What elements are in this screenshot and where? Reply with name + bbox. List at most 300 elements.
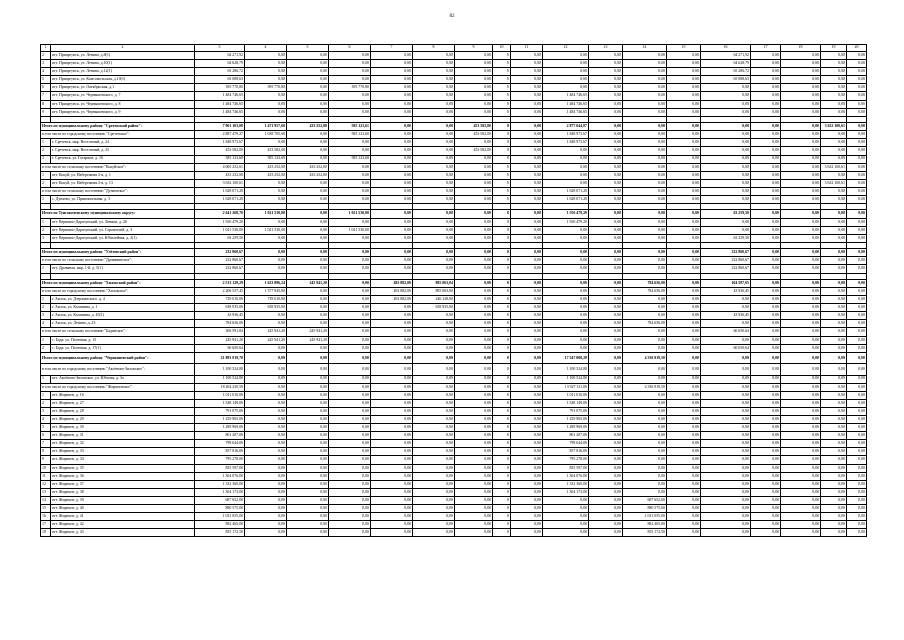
value-cell: 453 582,00 xyxy=(195,147,245,155)
value-cell: 0,00 xyxy=(667,171,701,179)
value-cell: 0,00 xyxy=(701,195,751,203)
value-cell: 0,00 xyxy=(701,448,751,456)
value-cell: 1 484 746,65 xyxy=(195,108,245,116)
value-cell: 0,00 xyxy=(245,68,287,76)
value-cell: 0,00 xyxy=(847,328,867,336)
value-cell: 0,00 xyxy=(511,147,543,155)
value-cell: 0,00 xyxy=(667,187,701,195)
value-cell: 0,00 xyxy=(781,68,821,76)
value-cell: 0,00 xyxy=(821,456,847,464)
value-cell: 0,00 xyxy=(667,288,701,296)
value-cell: 0,00 xyxy=(245,432,287,440)
value-cell: 0,00 xyxy=(667,521,701,529)
value-cell: 17 547 000,28 xyxy=(543,352,589,363)
value-cell: 0,00 xyxy=(701,163,751,171)
value-cell: 0,00 xyxy=(821,195,847,203)
address-cell: пгт. Дровяная, мкр. 1-й, д. 5(1) xyxy=(51,265,195,273)
value-cell: 1 304 076,00 xyxy=(543,472,589,480)
value-cell: 0,00 xyxy=(589,288,623,296)
value-cell: 0,00 xyxy=(543,249,589,257)
value-cell: 1 031 055,00 xyxy=(195,513,245,521)
value-cell: 0,00 xyxy=(751,513,781,521)
value-cell: 801 207,00 xyxy=(195,432,245,440)
value-cell: 0,00 xyxy=(623,163,667,171)
value-cell: 0,00 xyxy=(511,108,543,116)
value-cell: 0,00 xyxy=(667,399,701,407)
row-number: 13 xyxy=(41,488,51,496)
value-cell: 0,00 xyxy=(701,218,751,226)
value-cell: 0 xyxy=(493,424,511,432)
value-cell: 0,00 xyxy=(511,187,543,195)
value-cell: 585 123,60 xyxy=(329,155,371,163)
value-cell: 0,00 xyxy=(329,399,371,407)
value-cell: 0,00 xyxy=(623,432,667,440)
row-number: 9 xyxy=(41,108,51,116)
value-cell: 0,00 xyxy=(371,131,413,139)
value-cell: 0,00 xyxy=(847,352,867,363)
value-cell: 0,00 xyxy=(455,424,493,432)
value-cell: 0 xyxy=(493,155,511,163)
subtotal-label: в том числе по городскому поселению "Хилокское": xyxy=(41,288,195,296)
value-cell: 0,00 xyxy=(821,210,847,218)
value-cell: 0,00 xyxy=(371,336,413,344)
address-cell: г. Хилок, ул. Дзержинского, д. 4 xyxy=(51,296,195,304)
value-cell: 0,00 xyxy=(543,496,589,504)
value-cell: 0,00 xyxy=(847,407,867,415)
value-cell: 0,00 xyxy=(287,312,329,320)
value-cell: 0,00 xyxy=(245,179,287,187)
value-cell: 306 591,84 xyxy=(195,328,245,336)
value-cell: 0,00 xyxy=(589,513,623,521)
table-row xyxy=(41,416,867,424)
value-cell: 0,00 xyxy=(589,312,623,320)
value-cell: 0,00 xyxy=(455,464,493,472)
value-cell: 0,00 xyxy=(413,521,455,529)
value-cell: 0,00 xyxy=(821,432,847,440)
value-cell: 0,00 xyxy=(511,472,543,480)
value-cell: 0,00 xyxy=(329,100,371,108)
value-cell: 0,00 xyxy=(245,344,287,352)
value-cell: 0,00 xyxy=(287,249,329,257)
value-cell: 0,00 xyxy=(371,488,413,496)
value-cell: 0,00 xyxy=(701,505,751,513)
value-cell: 0,00 xyxy=(371,399,413,407)
subtotal-label: в том числе по сельскому поселению "Бадинское": xyxy=(41,328,195,336)
value-cell: 0,00 xyxy=(543,328,589,336)
value-cell: 63 259,50 xyxy=(195,234,245,242)
value-cell: 0,00 xyxy=(667,92,701,100)
value-cell: 0,00 xyxy=(371,440,413,448)
value-cell: 0,00 xyxy=(751,496,781,504)
value-cell: 0 xyxy=(493,100,511,108)
value-cell: 0,00 xyxy=(371,448,413,456)
value-cell: 0,00 xyxy=(847,529,867,537)
value-cell: 0,00 xyxy=(543,296,589,304)
subtotal-row xyxy=(41,257,867,265)
value-cell: 64 628,79 xyxy=(701,60,751,68)
value-cell: 0,00 xyxy=(371,464,413,472)
value-cell: 0,00 xyxy=(751,139,781,147)
value-cell: 0,00 xyxy=(245,320,287,328)
value-cell: 0,00 xyxy=(847,163,867,171)
value-cell: 0,00 xyxy=(511,320,543,328)
value-cell: 0,00 xyxy=(751,234,781,242)
value-cell: 395 770,80 xyxy=(245,84,287,92)
value-cell: 0,00 xyxy=(371,147,413,155)
value-cell: 0,00 xyxy=(329,432,371,440)
value-cell: 0,00 xyxy=(847,521,867,529)
value-cell: 0,00 xyxy=(821,472,847,480)
value-cell: 1 038 705,60 xyxy=(245,131,287,139)
value-cell: 0,00 xyxy=(751,257,781,265)
value-cell: 1 031 055,00 xyxy=(623,513,667,521)
value-cell: 0,00 xyxy=(287,383,329,391)
value-cell: 0,00 xyxy=(329,108,371,116)
value-cell: 0,00 xyxy=(511,171,543,179)
value-cell: 0,00 xyxy=(589,210,623,218)
value-cell: 0,00 xyxy=(667,496,701,504)
value-cell: 0,00 xyxy=(781,163,821,171)
value-cell: 880 575,00 xyxy=(195,505,245,513)
value-cell: 0,00 xyxy=(413,226,455,234)
value-cell: 0,00 xyxy=(511,84,543,92)
value-cell: 0,00 xyxy=(329,336,371,344)
address-cell: пгт. Жирекен, д. 34 xyxy=(51,456,195,464)
value-cell: 0,00 xyxy=(287,344,329,352)
value-cell: 232 860,67 xyxy=(195,249,245,257)
value-cell: 0 xyxy=(493,407,511,415)
value-cell: 0 xyxy=(493,375,511,383)
value-cell: 0,00 xyxy=(781,456,821,464)
value-cell: 0,00 xyxy=(511,521,543,529)
value-cell: 453 582,00 xyxy=(455,147,493,155)
value-cell: 855 172,50 xyxy=(195,529,245,537)
value-cell: 0,00 xyxy=(371,480,413,488)
value-cell: 0,00 xyxy=(701,407,751,415)
table-row xyxy=(41,52,867,60)
value-cell: 0,00 xyxy=(751,52,781,60)
value-cell: 0,00 xyxy=(701,456,751,464)
value-cell: 1 332 360,00 xyxy=(543,480,589,488)
value-cell: 0,00 xyxy=(413,210,455,218)
value-cell: 0,00 xyxy=(701,139,751,147)
value-cell: 0,00 xyxy=(245,100,287,108)
total-label: Итого по муниципальному району "Сретенский район": xyxy=(41,123,195,131)
value-cell: 0,00 xyxy=(371,424,413,432)
row-number: 9 xyxy=(41,456,51,464)
value-cell: 0,00 xyxy=(821,155,847,163)
value-cell: 0,00 xyxy=(371,416,413,424)
value-cell: 0 xyxy=(493,76,511,84)
value-cell: 245 941,20 xyxy=(287,336,329,344)
value-cell: 0,00 xyxy=(701,472,751,480)
header-cell: 20 xyxy=(847,45,867,52)
value-cell: 0,00 xyxy=(589,257,623,265)
value-cell: 0,00 xyxy=(511,76,543,84)
value-cell: 0,00 xyxy=(847,92,867,100)
value-cell: 433 252,00 xyxy=(245,163,287,171)
value-cell: 0,00 xyxy=(821,513,847,521)
header-cell: 13 xyxy=(589,45,623,52)
value-cell: 60 650,64 xyxy=(701,344,751,352)
value-cell: 0,00 xyxy=(245,529,287,537)
value-cell: 0 xyxy=(493,383,511,391)
value-cell: 0,00 xyxy=(821,60,847,68)
value-cell: 0,00 xyxy=(751,440,781,448)
value-cell: 0,00 xyxy=(371,513,413,521)
value-cell: 0,00 xyxy=(511,344,543,352)
value-cell: 0,00 xyxy=(701,480,751,488)
value-cell: 0,00 xyxy=(623,226,667,234)
value-cell: 0,00 xyxy=(511,336,543,344)
value-cell: 0,00 xyxy=(455,92,493,100)
value-cell: 0 xyxy=(493,336,511,344)
value-cell: 0,00 xyxy=(781,139,821,147)
total-row xyxy=(41,352,867,363)
value-cell: 0,00 xyxy=(413,123,455,131)
value-cell: 0,00 xyxy=(329,364,371,375)
value-cell: 0,00 xyxy=(847,416,867,424)
value-cell: 0 xyxy=(493,179,511,187)
value-cell: 0,00 xyxy=(589,163,623,171)
address-cell: с. Дунаево, ул. Привокзальная, д. 3 xyxy=(51,195,195,203)
value-cell: 0,00 xyxy=(371,352,413,363)
value-cell: 0,00 xyxy=(511,257,543,265)
value-cell: 0,00 xyxy=(543,60,589,68)
value-cell: 0,00 xyxy=(543,505,589,513)
value-cell: 1 021 530,00 xyxy=(195,226,245,234)
value-cell: 0,00 xyxy=(847,505,867,513)
value-cell: 0,00 xyxy=(589,265,623,273)
value-cell: 0,00 xyxy=(329,521,371,529)
row-number: 4 xyxy=(41,320,51,328)
value-cell: 0,00 xyxy=(751,407,781,415)
value-cell: 0,00 xyxy=(589,375,623,383)
row-number: 8 xyxy=(41,448,51,456)
value-cell: 18 264 230,50 xyxy=(195,383,245,391)
value-cell: 0,00 xyxy=(623,416,667,424)
value-cell: 0,00 xyxy=(329,529,371,537)
table-row xyxy=(41,505,867,513)
value-cell: 0,00 xyxy=(245,234,287,242)
value-cell: 0,00 xyxy=(455,226,493,234)
address-cell: пгт. Жирекен, д. 35 xyxy=(51,464,195,472)
value-cell: 0,00 xyxy=(751,279,781,287)
value-cell: 0,00 xyxy=(667,472,701,480)
value-cell: 0,00 xyxy=(413,472,455,480)
address-cell: пгт. Кокуй, ул. Набережная 2-я, д. 13 xyxy=(51,179,195,187)
value-cell: 0,00 xyxy=(667,352,701,363)
value-cell: 65 088,63 xyxy=(701,76,751,84)
value-cell: 0,00 xyxy=(701,179,751,187)
value-cell: 1 100 524,80 xyxy=(195,364,245,375)
value-cell: 0 xyxy=(493,108,511,116)
value-cell: 0,00 xyxy=(781,257,821,265)
value-cell: 0,00 xyxy=(781,416,821,424)
value-cell: 1 304 173,00 xyxy=(195,488,245,496)
value-cell: 0,00 xyxy=(413,416,455,424)
value-cell: 0,00 xyxy=(847,383,867,391)
value-cell: 0,00 xyxy=(287,108,329,116)
value-cell: 0,00 xyxy=(413,399,455,407)
value-cell: 0 xyxy=(493,344,511,352)
value-cell: 0,00 xyxy=(701,391,751,399)
address-cell: пгт. Приаргунск, ул. Комсомольская, д.10(1) xyxy=(51,76,195,84)
value-cell: 0,00 xyxy=(623,375,667,383)
value-cell: 0,00 xyxy=(589,496,623,504)
value-cell: 0,00 xyxy=(511,448,543,456)
value-cell: 1 471 957,60 xyxy=(245,123,287,131)
value-cell: 0,00 xyxy=(589,472,623,480)
value-cell: 65 286,72 xyxy=(195,68,245,76)
value-cell: 0,00 xyxy=(511,496,543,504)
value-cell: 0,00 xyxy=(455,296,493,304)
value-cell: 0,00 xyxy=(821,304,847,312)
value-cell: 880 575,00 xyxy=(623,505,667,513)
header-cell: 8 xyxy=(413,45,455,52)
row-number: 15 xyxy=(41,505,51,513)
value-cell: 0,00 xyxy=(329,92,371,100)
value-cell: 0 xyxy=(493,416,511,424)
value-cell: 0,00 xyxy=(511,265,543,273)
value-cell: 0 xyxy=(493,60,511,68)
value-cell: 0,00 xyxy=(781,505,821,513)
value-cell: 0,00 xyxy=(455,352,493,363)
value-cell: 0,00 xyxy=(413,84,455,92)
value-cell: 0,00 xyxy=(667,296,701,304)
value-cell: 0,00 xyxy=(781,529,821,537)
value-cell: 0,00 xyxy=(589,52,623,60)
value-cell: 0,00 xyxy=(245,407,287,415)
value-cell: 0 xyxy=(493,480,511,488)
row-number: 1 xyxy=(41,171,51,179)
value-cell: 585 123,61 xyxy=(329,123,371,131)
table-row xyxy=(41,179,867,187)
value-cell: 0,00 xyxy=(329,513,371,521)
value-cell: 0,00 xyxy=(455,171,493,179)
value-cell: 1 011 010,00 xyxy=(195,391,245,399)
value-cell: 0,00 xyxy=(781,155,821,163)
value-cell: 0,00 xyxy=(847,344,867,352)
value-cell: 0,00 xyxy=(329,505,371,513)
value-cell: 1 556 479,20 xyxy=(543,218,589,226)
value-cell: 0 xyxy=(493,320,511,328)
value-cell: 0,00 xyxy=(589,464,623,472)
value-cell: 0,00 xyxy=(667,100,701,108)
value-cell: 855 597,00 xyxy=(195,464,245,472)
value-cell: 0,00 xyxy=(287,265,329,273)
table-row xyxy=(41,407,867,415)
value-cell: 0,00 xyxy=(847,100,867,108)
value-cell: 0,00 xyxy=(781,399,821,407)
value-cell: 0,00 xyxy=(287,505,329,513)
value-cell: 0,00 xyxy=(329,456,371,464)
value-cell: 0 xyxy=(493,296,511,304)
value-cell: 0,00 xyxy=(511,123,543,131)
value-cell: 0,00 xyxy=(511,60,543,68)
row-number: 2 xyxy=(41,226,51,234)
value-cell: 0,00 xyxy=(847,76,867,84)
value-cell: 0,00 xyxy=(821,288,847,296)
value-cell: 0,00 xyxy=(701,416,751,424)
value-cell: 0,00 xyxy=(821,336,847,344)
value-cell: 0,00 xyxy=(589,179,623,187)
address-cell: г. Сретенск, мкр. Восточный, д. 25 xyxy=(51,147,195,155)
value-cell: 0,00 xyxy=(589,407,623,415)
value-cell: 0 xyxy=(493,464,511,472)
value-cell: 0,00 xyxy=(371,163,413,171)
value-cell: 246 128,00 xyxy=(413,296,455,304)
value-cell: 0,00 xyxy=(455,279,493,287)
value-cell: 0,00 xyxy=(287,92,329,100)
value-cell: 0 xyxy=(493,391,511,399)
row-number: 7 xyxy=(41,440,51,448)
row-number: 10 xyxy=(41,464,51,472)
value-cell: 0,00 xyxy=(623,218,667,226)
value-cell: 0,00 xyxy=(543,234,589,242)
total-label: Итого по муниципальному району "Чернышевский район": xyxy=(41,352,195,363)
value-cell: 0,00 xyxy=(455,108,493,116)
value-cell: 0,00 xyxy=(329,234,371,242)
value-cell: 0,00 xyxy=(751,505,781,513)
value-cell: 0,00 xyxy=(329,76,371,84)
value-cell: 0,00 xyxy=(821,464,847,472)
table-row xyxy=(41,464,867,472)
table-row xyxy=(41,456,867,464)
value-cell: 0,00 xyxy=(701,375,751,383)
value-cell: 784 656,00 xyxy=(195,320,245,328)
value-cell: 0,00 xyxy=(543,179,589,187)
value-cell: 0,00 xyxy=(455,416,493,424)
value-cell: 0,00 xyxy=(847,364,867,375)
value-cell: 0 xyxy=(493,257,511,265)
value-cell: 0,00 xyxy=(589,529,623,537)
value-cell: 0,00 xyxy=(413,424,455,432)
row-number: 1 xyxy=(41,218,51,226)
value-cell: 0,00 xyxy=(543,52,589,60)
value-cell: 0,00 xyxy=(667,513,701,521)
value-cell: 0,00 xyxy=(589,391,623,399)
value-cell: 2 641 268,70 xyxy=(195,210,245,218)
value-cell: 0,00 xyxy=(667,257,701,265)
table-row xyxy=(41,226,867,234)
value-cell: 0,00 xyxy=(329,68,371,76)
table-row xyxy=(41,529,867,537)
value-cell: 0,00 xyxy=(751,218,781,226)
value-cell: 0,00 xyxy=(623,155,667,163)
value-cell: 0,00 xyxy=(245,513,287,521)
row-number: 2 xyxy=(41,52,51,60)
value-cell: 0,00 xyxy=(371,100,413,108)
value-cell: 0,00 xyxy=(667,391,701,399)
value-cell: 0,00 xyxy=(543,521,589,529)
value-cell: 0,00 xyxy=(371,123,413,131)
value-cell: 0,00 xyxy=(455,456,493,464)
value-cell: 0,00 xyxy=(701,108,751,116)
value-cell: 433 252,00 xyxy=(245,171,287,179)
address-cell: пгт. Жирекен, д. 32 xyxy=(51,440,195,448)
value-cell: 0,00 xyxy=(455,448,493,456)
subtotal-row xyxy=(41,131,867,139)
value-cell: 232 860,67 xyxy=(701,265,751,273)
value-cell: 0,00 xyxy=(543,147,589,155)
value-cell: 0,00 xyxy=(821,52,847,60)
value-cell: 0 xyxy=(493,304,511,312)
row-number: 16 xyxy=(41,513,51,521)
value-cell: 0,00 xyxy=(589,364,623,375)
value-cell: 0,00 xyxy=(821,265,847,273)
value-cell: 0,00 xyxy=(371,432,413,440)
